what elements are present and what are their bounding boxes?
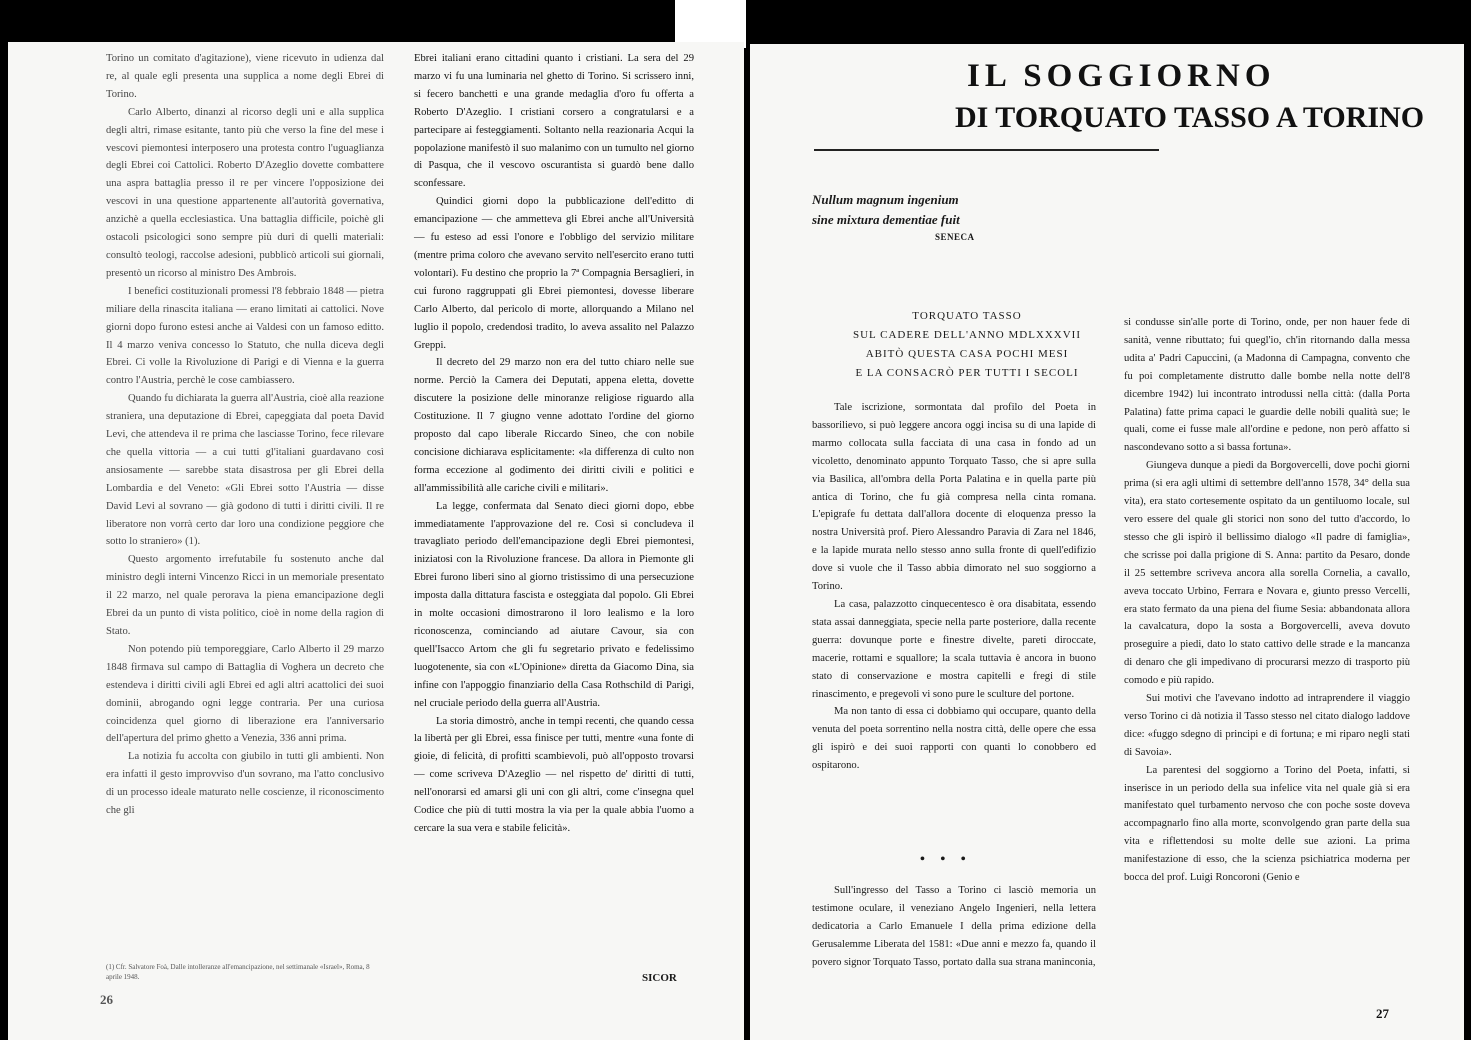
page-number: 27 bbox=[1376, 1006, 1389, 1021]
paragraph: Quando fu dichiarata la guerra all'Austria, cioè alla reazione straniera, una deputazione di Ebrei, capeggiata dal poeta David Levi, che attendeva il re prima che lasciasse Torino, fece rilevare che quella vittoria — a cui tutti gl'italiani guardavano così ansiosamente — sarebbe stata disastrosa per gli Ebrei della Lombardia e del Veneto: «Gli Ebrei sotto l'Austria — disse David Levi al sovrano — già godono di tutti i diritti civili. Il re liberatore non vorrà certo dar loro una condizione peggiore che sotto lo straniero» (1). bbox=[106, 393, 384, 548]
paragraph: I benefici costituzionali promessi l'8 febbraio 1848 — pietra miliare della rinascita italiana — erano limitati ai cattolici. Nove giorni dopo furono estesi anche ai Valdesi con un famoso editto. Il 4 marzo veniva concesso lo Statuto, che nulla diceva degli Ebrei. Ci volle la Rivoluzione di Parigi e di Vienna e la guerra contro l'Austria, perchè le cose cambiassero. bbox=[106, 285, 384, 387]
right-page-column-2 bbox=[1124, 314, 1410, 887]
paragraph: Giungeva dunque a piedi da Borgovercelli, dove pochi giorni prima (si era agli ultimi di settembre dell'anno 1578, 34° della sua vita), era stato cortesemente ospitato da un gentiluomo locale, sul vero essere del quale gli storici non sono del tutto d'accordo, lo stesso che gli ispirò il bellissimo dialogo «Il padre di famiglia», che scrisse poi dalla prigione di S. Anna: partito da Pesaro, donde il 25 settembre scriveva ancora alla sorella Cornelia, a cavallo, aveva toccato Urbino, Ferrara e Novara e, giunto presso Vercelli, era stato fermato da una piena del fiume Sesia: abbandonata allora la cavalcatura, dopo la sosta a Borgovercelli, aveva dovuto proseguire a piedi, dato lo stato cattivo delle strade e la mancanza di denaro che gli impedivano di procurarsi mezzo di trasporto più comodo e più rapido. bbox=[1124, 460, 1410, 687]
section-separator: • • • bbox=[920, 852, 972, 867]
inscription-line: TORQUATO TASSO bbox=[912, 310, 1022, 322]
paragraph: La legge, confermata dal Senato dieci giorni dopo, ebbe immediatamente l'approvazione del re. Così si concludeva il travagliato periodo dell'emancipazione degli Ebrei piemontesi, iniziatosi con la Rivoluzione francese. Da allora in Piemonte gli Ebrei furono liberi sino al giorno tristissimo di una persecuzione imposta dalla dittatura fascista e osteggiata dal popolo. Gli Ebrei in molte occasioni dimostrarono il loro lealismo e la loro riconoscenza, cominciando ad aiutare Cavour, sia con quell'Isacco Artom che gli fu segretario privato e fedelissimo luogotenente, sia con «L'Opinione» diretta da Giacomo Dina, sia infine con l'appoggio finanziario della Casa Rothschild di Parigi, nel cruciale periodo della guerra all'Austria. bbox=[414, 500, 694, 709]
epigraph-line: Nullum magnum ingenium bbox=[812, 192, 959, 207]
epigraph-author: SENECA bbox=[935, 232, 975, 242]
article-signature: SICOR bbox=[642, 972, 677, 984]
title-rule bbox=[814, 149, 1159, 151]
inscription-line: E LA CONSACRÒ PER TUTTI I SECOLI bbox=[855, 367, 1079, 379]
paragraph: Torino un comitato d'agitazione), viene ricevuto in udienza dal re, al quale egli presenta una supplica a nome degli Ebrei di Torino. bbox=[106, 53, 384, 100]
article-title bbox=[955, 54, 1435, 138]
epigraph bbox=[812, 190, 960, 230]
page-gutter-gap bbox=[675, 0, 746, 48]
paragraph: La notizia fu accolta con giubilo in tutti gli ambienti. Non era infatti il gesto improvviso d'un sovrano, ma l'atto conclusivo di un processo ideale maturato nelle coscienze, il riconoscimento che gli bbox=[106, 751, 384, 817]
paragraph: Il decreto del 29 marzo non era del tutto chiaro nelle sue norme. Perciò la Camera dei Deputati, appena eletta, dovette discutere la posizione delle minoranze religiose riguardo alla Costituzione. Il 7 giugno venne adottato l'ordine del giorno proposto dal capo liberale Riccardo Sineo, che con nobile concisione dichiarava esplicitamente: «la differenza di culto non forma eccezione al godimento dei diritti civili e politici e all'ammissibilità alle cariche civili e militari». bbox=[414, 357, 694, 494]
page-number: 26 bbox=[100, 992, 113, 1007]
paragraph: Tale iscrizione, sormontata dal profilo del Poeta in bassorilievo, si può leggere ancora oggi incisa su di una lapide di marmo collocata sulla facciata di una casa in fondo ad un vicoletto, denominato appunto Torquato Tasso, che si apre sulla via Basilica, all'ombra della Porta Palatina e in quella parte più antica di Torino, che fu già compresa nella cinta romana. L'epigrafe fu dettata dall'allora docente di eloquenza presso la nostra Università prof. Piero Alessandro Paravia di Zara nel 1846, e la lapide murata nello stesso anno sulla fronte di quell'edifizio dove si vuole che il Tasso abbia dimorato nel suo soggiorno a Torino. bbox=[812, 402, 1096, 593]
left-page-column-2 bbox=[414, 50, 694, 838]
paragraph: Quindici giorni dopo la pubblicazione dell'editto di emancipazione — che ammetteva gli Ebrei anche all'Università — fu esteso ad essi l'onore e l'obbligo del servizio militare (mentre prima coloro che avevano servito nell'esercito erano tutti volontari). Fu destino che proprio la 7ª Compagnia Bersaglieri, in cui furono raggruppati gli Ebrei piemontesi, dovesse liberare Carlo Alberto, dal pericolo di morte, allorquando a Milano nel luglio il popolo, credendosi tradito, lo aveva assalito nel Palazzo Greppi. bbox=[414, 196, 694, 351]
paragraph: Sui motivi che l'avevano indotto ad intraprendere il viaggio verso Torino ci dà notizia il Tasso stesso nel citato dialogo laddove dice: «fuggo sdegno di principi e di fortuna; e mi riparo negli stati di Savoia». bbox=[1124, 693, 1410, 758]
paragraph: Ebrei italiani erano cittadini quanto i cristiani. La sera del 29 marzo vi fu una luminaria nel ghetto di Torino. Si scrissero inni, si fecero banchetti e una grande medaglia d'oro fu offerta a Roberto D'Azeglio. I cristiani corsero a congratularsi e a partecipare ai festeggiamenti. Soltanto nella reazionaria Acqui la popolazione manifestò il suo malanimo con un tumulto nel giorno di Pasqua, che il vescovo oscurantista si guardò bene dallo sconfessare. bbox=[414, 53, 694, 190]
paragraph: si condusse sin'alle porte di Torino, onde, per non hauer fede di sanità, venne ributtato; fui quegl'io, ch'in ritornando dalla messa udita a' Padri Capuccini, (a Madonna di Campagna, convento che fu poi completamente distrutto dalle bombe nella notte dell'8 dicembre 1942) lui incontrato introdussi nella città: (dalla Porta Palatina) fatte prima capaci le guardie delle nobili qualità sue; le quali, come ei fusse male all'ordine e pedone, non però affatto si nascondevano sotto a sì bassa fortuna». bbox=[1124, 317, 1410, 454]
right-page bbox=[750, 44, 1464, 1040]
right-page-column-1 bbox=[812, 399, 1096, 775]
right-page-column-1-continued bbox=[812, 882, 1096, 972]
inscription-line: SUL CADERE DELL'ANNO MDLXXXVII bbox=[852, 329, 1082, 341]
paragraph: La storia dimostrò, anche in tempi recenti, che quando cessa la libertà per gli Ebrei, essa finisce per tutti, mentre «una fonte di gioie, di felicità, di profitti scambievoli, può all'opposto trovarsi — come scriveva D'Azeglio — nel rispetto de' diritti di tutti, nell'onorarsi ed amarsi gli uni con gli altri, come c'insegna quel Codice che più di tutti mostra la via per la quale abbia l'uomo a cercare la sua vera e stabile felicità». bbox=[414, 715, 694, 834]
paragraph: Sull'ingresso del Tasso a Torino ci lasciò memoria un testimone oculare, il veneziano Angelo Ingenieri, nella lettera dedicatoria a Carlo Emanuele I della prima edizione della Gerusalemme Liberata del 1581: «Due anni e mezzo fa, quando il povero signor Torquato Tasso, portato dalla sua strana maninconia, bbox=[812, 885, 1096, 968]
title-line-2: DI TORQUATO TASSO A TORINO bbox=[955, 101, 1425, 134]
paragraph: La casa, palazzotto cinquecentesco è ora disabitata, essendo stata assai danneggiata, specie nella parte posteriore, dalla recente guerra: dovunque porte e finestre divelte, pareti diroccate, macerie, rottami e squallore; la scala tuttavia è ancora in buono stato di conservazione e mostra capitelli e fregi di stile rinascimento, e pregevoli vi sono pure le sculture del portone. bbox=[812, 598, 1096, 700]
paragraph: Questo argomento irrefutabile fu sostenuto anche dal ministro degli interni Vincenzo Ricci in un memoriale presentato il 22 marzo, nel quale perorava la piena emancipazione degli Ebrei da un punto di vista politico, cioè in nome della ragion di Stato. bbox=[106, 554, 384, 637]
inscription-line: ABITÒ QUESTA CASA POCHI MESI bbox=[865, 348, 1069, 360]
paragraph: Carlo Alberto, dinanzi al ricorso degli uni e alla supplica degli altri, rimase esitante, tanto più che verso la fine del mese i vescovi piemontesi interposero una protesta contro l'uguaglianza degli Ebrei coi Cattolici. Roberto D'Azeglio dovette combattere una aspra battaglia presso il re per vincere l'opposizione dei vescovi in una questione appartenente all'autorità governativa, anzichè a quella ecclesiastica. Una battaglia difficile, poichè gli ostacoli psicologici sono sempre più duri di quelli materiali: consultò teologi, raccolse adesioni, pubblicò articoli sui giornali, presentò un ricorso al ministro Des Ambrois. bbox=[106, 106, 384, 279]
footnote: (1) Cfr. Salvatore Foà, Dalle intolleranze all'emancipazione, nel settimanale «Israel», Roma, 8 aprile 1948. bbox=[106, 963, 370, 981]
paragraph: La parentesi del soggiorno a Torino del Poeta, infatti, si inserisce in un periodo della sua infelice vita nel quale già si era manifestato quel turbamento nervoso che con poche soste doveva accompagnarlo fino alla morte, sconvolgendo gran parte della sua vita e riflettendosi su molte delle sue azioni. La prima manifestazione di esso, che la scienza psichiatrica moderna per bocca del prof. Luigi Roncoroni (Genio e bbox=[1124, 764, 1410, 884]
left-page-column-1 bbox=[106, 50, 384, 820]
title-line-1: IL SOGGIORNO bbox=[967, 58, 1276, 94]
left-page bbox=[8, 42, 744, 1040]
inscription bbox=[812, 307, 1122, 383]
epigraph-line: sine mixtura dementiae fuit bbox=[812, 212, 960, 227]
paragraph: Non potendo più temporeggiare, Carlo Alberto il 29 marzo 1848 firmava sul campo di Battaglia di Voghera un decreto che estendeva i diritti civili agli Ebrei ed agli altri acattolici dei suoi dominii, abrogando ogni legge contraria. Per una curiosa coincidenza quel giorno di liberazione era l'anniversario dell'apertura del primo ghetto a Venezia, 336 anni prima. bbox=[106, 643, 384, 745]
paragraph: Ma non tanto di essa ci dobbiamo qui occupare, quanto della venuta del poeta sorrentino nella nostra città, delle opere che essa gli ispirò e dei suoi rapporti con quanti lo conobbero ed ospitarono. bbox=[812, 706, 1096, 772]
